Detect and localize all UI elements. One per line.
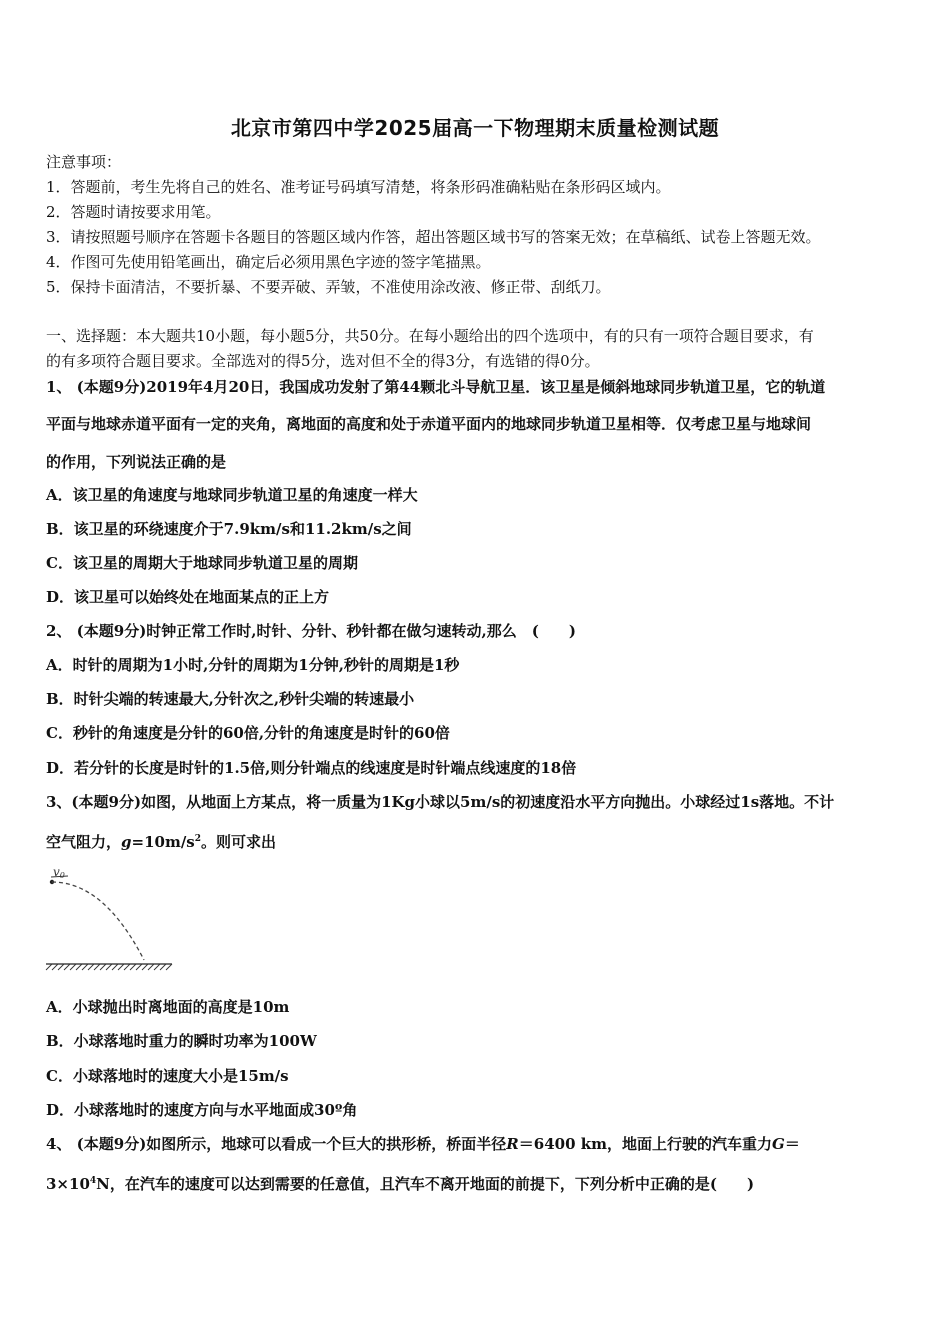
notice-item: 4．作图可先使用铅笔画出，确定后必须用黑色字迹的签字笔描黑。 [46,253,491,271]
q3-option-d: D．小球落地时的速度方向与水平地面成30º角 [46,1101,358,1119]
page-title: 北京市第四中学2025届高一下物理期末质量检测试题 [230,116,720,140]
q2-option-d: D．若分针的长度是时针的1.5倍,则分针端点的线速度是时针端点线速度的18倍 [46,759,577,777]
q2-stem: 2、 (本题9分)时钟正常工作时,时针、分针、秒针都在做匀速转动,那么 ( ) [46,622,576,640]
ground-hatching [46,964,172,970]
q2-option-a: A．时针的周期为1小时,分针的周期为1分钟,秒针的周期是1秒 [46,656,460,674]
q1-option-c: C．该卫星的周期大于地球同步轨道卫星的周期 [46,554,358,572]
notice-item: 3．请按照题号顺序在答题卡各题目的答题区域内作答，超出答题区域书写的答案无效；在草稿纸、试卷上答题无效。 [46,228,821,246]
q4-stem: 4、 (本题9分)如图所示，地球可以看成一个巨大的拱形桥，桥面半径R＝6400 km，地面上行驶的汽车重力G＝ [46,1135,800,1153]
trajectory-path [52,882,144,960]
q1-stem: 1、 (本题9分)2019年4月20日，我国成功发射了第44颗北斗导航卫星．该卫星是倾斜地球同步轨道卫星，它的轨道 [46,378,826,396]
q1-stem: 平面与地球赤道平面有一定的夹角，离地面的高度和处于赤道平面内的地球同步轨道卫星相等．仅考虑卫星与地球间 [46,415,812,433]
section-intro: 一、选择题：本大题共10小题，每小题5分，共50分。在每小题给出的四个选项中，有的只有一项符合题目要求，有 [46,327,814,345]
notice-item: 1．答题前，考生先将自己的姓名、准考证号码填写清楚，将条形码准确粘贴在条形码区域内。 [46,178,671,196]
notice-item: 5．保持卡面清洁，不要折暴、不要弄破、弄皱，不准使用涂改液、修正带、刮纸刀。 [46,278,611,296]
q2-option-c: C．秒针的角速度是分针的60倍,分针的角速度是时针的60倍 [46,724,450,742]
q1-stem: 的作用，下列说法正确的是 [46,453,227,471]
q3-option-a: A．小球抛出时离地面的高度是10m [46,998,290,1016]
initial-velocity-label: v0 [53,865,65,880]
q1-option-b: B．该卫星的环绕速度介于7.9km/s和11.2km/s之间 [46,520,412,538]
q1-option-a: A．该卫星的角速度与地球同步轨道卫星的角速度一样大 [46,486,418,504]
q4-stem-line2: $3\times 10^4N$，在汽车的速度可以达到需要的任意值，且汽车不离开地面的前提下，下列分析中正确的是( ) [46,1175,755,1193]
q3-option-b: B．小球落地时重力的瞬时功率为100W [46,1032,317,1050]
notice-heading: 注意事项： [46,153,122,171]
q3-option-c: C．小球落地时的速度大小是15m/s [46,1067,289,1085]
q3-stem: 3、(本题9分)如图，从地面上方某点，将一质量为1Kg小球以5m/s的初速度沿水平方向抛出。小球经过1s落地。不计 [46,793,835,811]
notice-item: 2．答题时请按要求用笔。 [46,203,221,221]
projectile-diagram [44,862,176,974]
q3-stem-line2: 空气阻力，$g=10m/s^2$。则可求出 [46,833,277,851]
q2-option-b: B．时针尖端的转速最大,分针次之,秒针尖端的转速最小 [46,690,415,708]
section-intro: 的有多项符合题目要求。全部选对的得5分，选对但不全的得3分，有选错的得0分。 [46,352,600,370]
q1-option-d: D．该卫星可以始终处在地面某点的正上方 [46,588,330,606]
